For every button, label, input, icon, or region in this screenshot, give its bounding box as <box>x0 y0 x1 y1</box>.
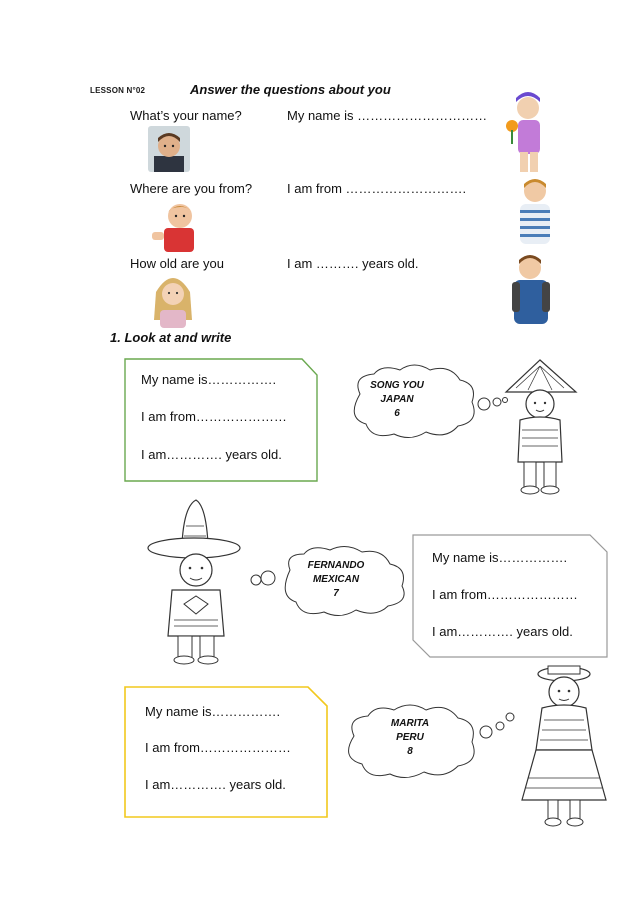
card2-from-line: I am from………………… <box>432 587 578 602</box>
cloud2-name: FERNANDO <box>307 560 365 571</box>
boy-stripes-photo <box>514 176 556 248</box>
cloud2-age: 7 <box>333 588 339 599</box>
lesson-number: LESSON N°02 <box>90 86 146 95</box>
cloud3-age: 8 <box>407 746 413 757</box>
question-name: What’s your name? <box>130 108 242 123</box>
cloud3-name: MARITA <box>390 718 430 729</box>
cloud1-name: SONG YOU <box>370 380 424 391</box>
card1-age-line: I am…………. years old. <box>141 447 282 462</box>
cloud2-country: MEXICAN <box>312 574 360 585</box>
cloud2-text <box>296 559 376 601</box>
answer-from: I am from ………………………. <box>287 181 467 196</box>
answer-age: I am ………. years old. <box>287 256 419 271</box>
answer-name: My name is ………………………… <box>287 108 488 123</box>
card3-name-line: My name is……………. <box>145 704 281 719</box>
cloud1-text <box>360 379 434 421</box>
card1-name-line: My name is……………. <box>141 372 277 387</box>
boy-backpack-photo <box>508 252 554 328</box>
boy-photo-2 <box>150 198 202 252</box>
peruvian-child-drawing <box>518 662 614 830</box>
card2-name-line: My name is……………. <box>432 550 568 565</box>
boy-photo-1 <box>148 126 190 172</box>
question-age: How old are you <box>130 256 224 271</box>
mexican-child-drawing <box>144 496 254 668</box>
japanese-child-drawing <box>500 358 580 496</box>
cloud3-text <box>372 717 448 759</box>
card1-from-line: I am from………………… <box>141 409 287 424</box>
section-title: 1. Look at and write <box>110 330 232 345</box>
cloud3-country: PERU <box>396 732 424 743</box>
card2-age-line: I am…………. years old. <box>432 624 573 639</box>
card3-from-line: I am from………………… <box>145 740 291 755</box>
page-heading: Answer the questions about you <box>190 82 391 97</box>
girl-photo <box>152 270 194 328</box>
cloud1-country: JAPAN <box>380 394 414 405</box>
cloud1-age: 6 <box>394 408 400 419</box>
card3-age-line: I am…………. years old. <box>145 777 286 792</box>
question-from: Where are you from? <box>130 181 253 196</box>
girl-flower-photo <box>498 88 550 174</box>
